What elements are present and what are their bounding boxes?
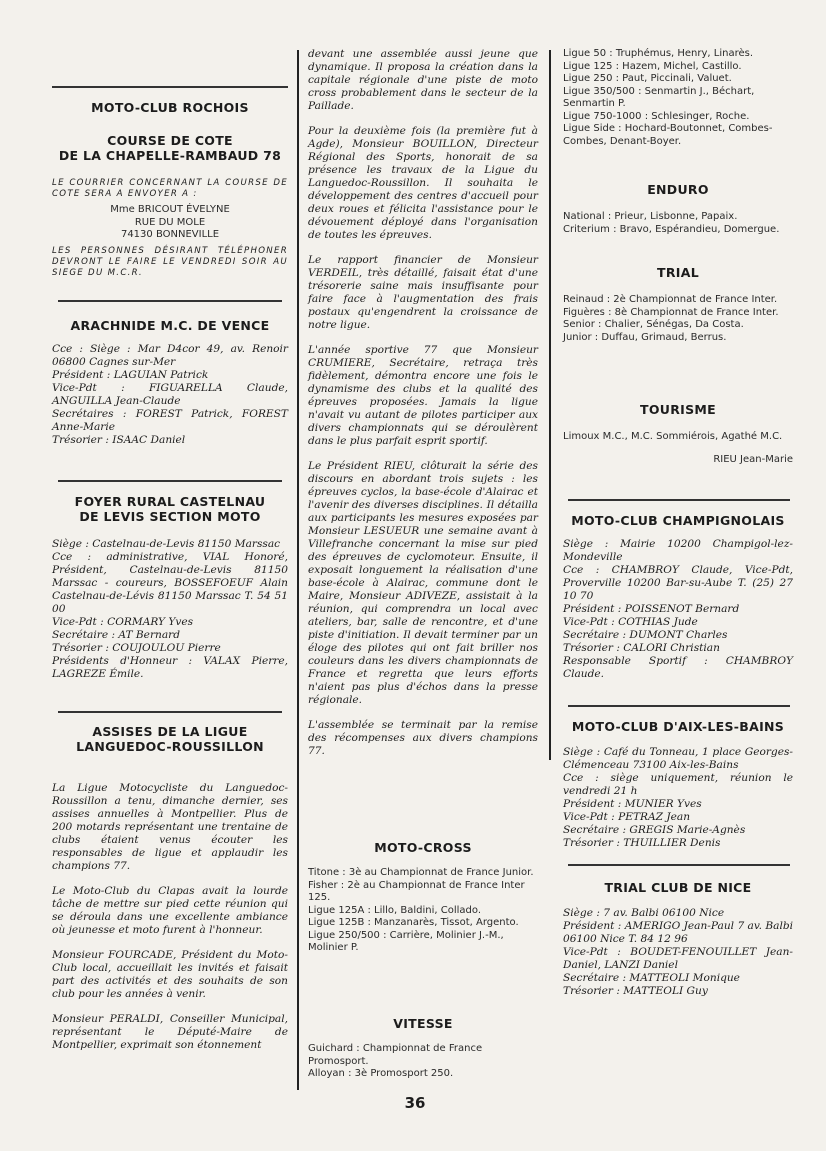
assises-paragraph: La Ligue Motocycliste du Languedoc-Roussillon a tenu, dimanche dernier, ses assises annuelles à Montpellier. Plus de 200 motards représentant une trentaine de clubs étaient venus écouter les responsables de ligue et applaudir les champions 77. [52, 782, 288, 872]
champignolais-line: Siège : Mairie 10200 Champigol-lez-Mondeville [563, 538, 793, 563]
nice-line: Vice-Pdt : BOUDET-FENOUILLET Jean-Daniel, LANZI Daniel [563, 946, 793, 971]
aix-title: MOTO-CLUB D'AIX-LES-BAINS [571, 719, 785, 734]
vence-section [52, 318, 288, 447]
ligue-line: Ligue Side : Hochard-Boutonnet, Combes-Combes, Denant-Boyer. [563, 123, 773, 147]
ligues-results [563, 48, 793, 148]
rochois-event: COURSE DE COTE [107, 133, 233, 148]
assises-paragraph: L'assemblée se terminait par la remise des récompenses aux divers champions 77. [308, 719, 538, 757]
aix-line: Cce : siège uniquement, réunion le vendredi 21 h [563, 772, 793, 797]
ligue-line: Ligue 750-1000 : Schlesinger, Roche. [563, 110, 750, 122]
champignolais-line: Président : POISSENOT Bernard [563, 603, 740, 615]
column-divider [297, 50, 299, 1090]
assises-title: ASSISES DE LA LIGUE [92, 724, 248, 739]
rochois-title: MOTO-CLUB ROCHOIS [91, 100, 249, 115]
castelnau-section [52, 494, 288, 681]
motocross-line: Ligue 250/500 : Carrière, Molinier J.-M., Molinier P. [308, 929, 504, 953]
aix-line: Trésorier : THUILLIER Denis [563, 837, 721, 849]
assises-paragraph: Le rapport financier de Monsieur VERDEIL, très détaillé, faisait état d'une trésorerie saine mais insuffisante pour faire face à l'augmentation des frais postaux qu'engendrent la croissance de notre ligue. [308, 254, 538, 331]
nice-section [563, 880, 793, 998]
vitesse-title: VITESSE [393, 1016, 453, 1031]
nice-line: Trésorier : MATTEOLI Guy [563, 985, 708, 997]
ligue-line: Ligue 350/500 : Senmartin J., Béchart, Senmartin P. [563, 85, 755, 109]
champignolais-title: MOTO-CLUB CHAMPIGNOLAIS [571, 513, 785, 528]
trial-line: Junior : Duffau, Grimaud, Berrus. [563, 331, 727, 343]
vence-line: Vice-Pdt : FIGUARELLA Claude, ANGUILLA Jean-Claude [52, 382, 288, 407]
motocross-title: MOTO-CROSS [374, 840, 472, 855]
ligue-line: Ligue 250 : Paut, Piccinali, Valuet. [563, 73, 732, 84]
motocross-section [308, 840, 538, 955]
section-rule [568, 864, 790, 866]
castelnau-line: Présidents d'Honneur : VALAX Pierre, LAGREZE Émile. [52, 655, 288, 680]
trial-title: TRIAL [657, 265, 699, 280]
assises-paragraph: devant une assemblée aussi jeune que dynamique. Il proposa la création dans la capitale régionale d'une piste de moto cross probablement dans le secteur de la Paillade. [308, 48, 538, 112]
tourisme-line: Limoux M.C., M.C. Sommiérois, Agathé M.C. [563, 431, 783, 442]
enduro-section [563, 182, 793, 236]
castelnau-line: Secrétaire : AT Bernard [52, 629, 180, 641]
champignolais-section [563, 513, 793, 681]
aix-line: Vice-Pdt : PETRAZ Jean [563, 811, 691, 823]
vitesse-section [308, 1016, 538, 1081]
rochois-address-street: RUE DU MOLE [134, 216, 206, 228]
vitesse-line: Guichard : Championnat de France Promosport. [308, 1043, 483, 1067]
section-rule [58, 480, 282, 482]
motocross-line: Ligue 125B : Manzanarès, Tissot, Argento. [308, 917, 519, 928]
assises-continuation [308, 48, 538, 758]
vence-line: Président : LAGUIAN Patrick [52, 369, 209, 381]
trial-line: Senior : Chalier, Sénégas, Da Costa. [563, 319, 744, 330]
vence-title: ARACHNIDE M.C. DE VENCE [70, 318, 270, 333]
assises-paragraph: Le Président RIEU, clôturait la série des discours en abordant trois sujets : les épreuves cyclos, la base-école d'Alairac et l'avenir des diverses disciplines. Il détailla aux participants les mesures exposées par Monsieur LESUEUR une semaine avant à Villefranche concernant la mise sur pied des épreuves de cyclomoteur. Ensuite, il exposait longuement la réalisation d'une base-école à Alairac, commune dont le Maire, Monsieur ADIVEZE, assistait à la réunion, qui comprendra un local avec ateliers, bar, salle de rencontre, et d'une piste d'initiation. Il devait terminer par un éloge des pilotes qui ont fait briller nos couleurs dans les divers championnats de France et regretta que leurs efforts n'aient pas plus d'échos dans la presse régionale. [308, 460, 538, 706]
rochois-event-place: DE LA CHAPELLE-RAMBAUD 78 [58, 148, 282, 163]
castelnau-title-2: DE LEVIS SECTION MOTO [79, 509, 261, 524]
assises-paragraph: Pour la deuxième fois (la première fut à Agde), Monsieur BOUILLON, Directeur Régional des Sports, honorait de sa présence les travaux de la Ligue du Languedoc-Roussillon. Il souhaita le développement des centres d'accueil pour deux roues et félicita l'assistance pour le dévouement déployé dans l'organisation de toutes les épreuves. [308, 125, 538, 241]
aix-line: Secrétaire : GREGIS Marie-Agnès [563, 824, 746, 836]
section-rule [568, 705, 790, 707]
enduro-line: National : Prieur, Lisbonne, Papaix. [563, 211, 738, 222]
trial-line: Figuères : 8è Championnat de France Inter. [563, 306, 779, 318]
assises-title-2: LANGUEDOC-ROUSSILLON [76, 739, 264, 754]
rochois-notice: LE COURRIER CONCERNANT LA COURSE DE COTE SERA A ENVOYER A : [52, 178, 288, 199]
nice-line: Siège : 7 av. Balbi 06100 Nice [563, 907, 725, 919]
ligue-line: Ligue 50 : Truphémus, Henry, Linarès. [563, 48, 754, 59]
rochois-section [52, 100, 288, 279]
motocross-line: Ligue 125A : Lillo, Baldini, Collado. [308, 904, 482, 916]
vence-line: Trésorier : ISAAC Daniel [52, 434, 186, 446]
rochois-notice-2: LES PERSONNES DÉSIRANT TÉLÉPHONER DEVRONT LE FAIRE LE VENDREDI SOIR AU SIEGE DU M.C.R. [52, 245, 288, 278]
aix-line: Siège : Café du Tonneau, 1 place Georges-Clémenceau 73100 Aix-les-Bains [563, 746, 793, 771]
enduro-title: ENDURO [647, 182, 709, 197]
champignolais-line: Trésorier : CALORI Christian [563, 642, 720, 654]
vitesse-line: Alloyan : 3è Promosport 250. [308, 1068, 454, 1079]
champignolais-line: Secrétaire : DUMONT Charles [563, 629, 728, 641]
assises-paragraph: Monsieur FOURCADE, Président du Moto-Club local, accueillait les invités et faisait part des activités et des souhaits de son club pour les années à venir. [52, 949, 288, 1000]
tourisme-signature: RIEU Jean-Marie [713, 453, 793, 465]
motocross-line: Titone : 3è au Championnat de France Junior. [308, 867, 534, 878]
castelnau-line: Vice-Pdt : CORMARY Yves [52, 616, 194, 628]
castelnau-line: Cce : administrative, VIAL Honoré, Président, Castelnau-de-Levis 81150 Marssac - coureurs, BOSSEFOEUF Alain Castelnau-de-Lévis 81150 Marssac T. 54 51 00 [52, 551, 288, 615]
champignolais-line: Cce : CHAMBROY Claude, Vice-Pdt, Proverville 10200 Bar-su-Aube T. (25) 27 10 70 [563, 564, 793, 602]
section-rule [58, 300, 282, 302]
tourisme-section [563, 402, 793, 466]
nice-line: Secrétaire : MATTEOLI Monique [563, 972, 740, 984]
champignolais-line: Vice-Pdt : COTHIAS Jude [563, 616, 698, 628]
nice-title: TRIAL CLUB DE NICE [604, 880, 752, 895]
castelnau-line: Trésorier : COUJOULOU Pierre [52, 642, 221, 654]
aix-section [563, 719, 793, 850]
champignolais-line: Responsable Sportif : CHAMBROY Claude. [563, 655, 793, 680]
castelnau-title: FOYER RURAL CASTELNAU [74, 494, 266, 509]
aix-line: Président : MUNIER Yves [563, 798, 702, 810]
assises-paragraph: Le Moto-Club du Clapas avait la lourde tâche de mettre sur pied cette réunion qui se déroula dans une excellente ambiance où jeunesse et moto furent à l'honneur. [52, 885, 288, 936]
column-divider [549, 50, 551, 760]
page-number: 36 [404, 1094, 426, 1112]
section-rule [568, 499, 790, 501]
vence-line: Cce : Siège : Mar D4cor 49, av. Renoir 06800 Cagnes sur-Mer [52, 343, 288, 368]
trial-line: Reinaud : 2è Championnat de France Inter. [563, 294, 778, 305]
rochois-address-city: 74130 BONNEVILLE [120, 229, 220, 240]
assises-paragraph: Monsieur PERALDI, Conseiller Municipal, représentant le Député-Maire de Montpellier, exprimait son étonnement [52, 1013, 288, 1051]
trial-section [563, 265, 793, 344]
motocross-line: Fisher : 2è au Championnat de France Inter 125. [308, 879, 525, 903]
assises-paragraph: L'année sportive 77 que Monsieur CRUMIERE, Secrétaire, retraça très fidèlement, démontra encore une fois le dynamisme des clubs et la qualité des épreuves proposées. Jamais la ligue n'avait vu autant de pilotes participer aux divers championnats qui se déroulèrent dans le plus parfait esprit sportif. [308, 344, 538, 447]
vence-line: Secrétaires : FOREST Patrick, FOREST Anne-Marie [52, 408, 288, 433]
section-rule [52, 86, 288, 88]
assises-section [52, 724, 288, 1052]
enduro-line: Criterium : Bravo, Espérandieu, Domergue. [563, 223, 780, 235]
nice-line: Président : AMERIGO Jean-Paul 7 av. Balbi 06100 Nice T. 84 12 96 [563, 920, 793, 945]
rochois-address-name: Mme BRICOUT ÉVELYNE [110, 204, 230, 215]
castelnau-line: Siège : Castelnau-de-Levis 81150 Marssac [52, 538, 281, 550]
section-rule [58, 711, 282, 713]
tourisme-title: TOURISME [640, 402, 716, 417]
ligue-line: Ligue 125 : Hazem, Michel, Castillo. [563, 60, 742, 72]
